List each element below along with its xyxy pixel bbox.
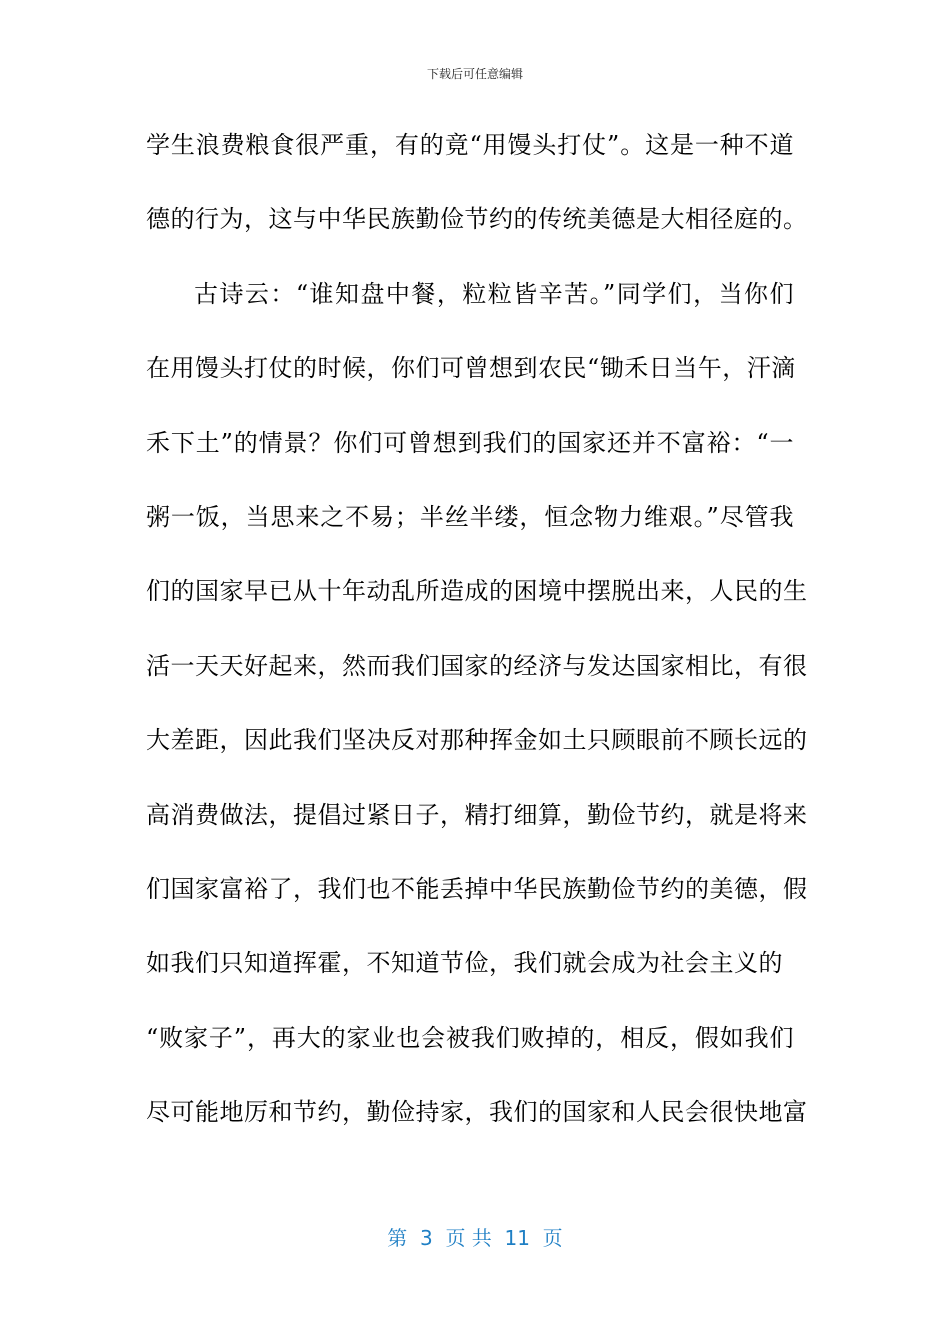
page-number-footer: 第 3 页 共 11 页: [387, 1226, 563, 1250]
text-line: 在用馒头打仗的时候，你们可曾想到农民“锄禾日当午，汗滴: [146, 354, 796, 383]
text-line: 高消费做法，提倡过紧日子，精打细算，勤俭节约，就是将来: [146, 800, 808, 829]
text-line: 古诗云：“谁知盘中餐，粒粒皆辛苦。”同学们，当你们: [194, 279, 794, 308]
text-line: “败家子”，再大的家业也会被我们败掉的，相反，假如我们: [146, 1023, 794, 1052]
text-line: 粥一饭，当思来之不易；半丝半缕，恒念物力维艰。”尽管我: [146, 502, 794, 531]
text-line: 如我们只知道挥霍，不知道节俭，我们就会成为社会主义的: [146, 949, 783, 978]
text-line: 们国家富裕了，我们也不能丢掉中华民族勤俭节约的美德，假: [146, 874, 808, 903]
text-line: 活一天天好起来，然而我们国家的经济与发达国家相比，有很: [146, 651, 808, 680]
text-line: 学生浪费粮食很严重，有的竟“用馒头打仗”。这是一种不道: [146, 131, 794, 159]
document-body: [146, 108, 808, 1149]
text-line: 们的国家早已从十年动乱所造成的困境中摆脱出来，人民的生: [146, 577, 808, 606]
text-line: 大差距，因此我们坚决反对那种挥金如土只顾眼前不顾长远的: [146, 726, 808, 755]
text-line: 尽可能地厉和节约，勤俭持家，我们的国家和人民会很快地富: [146, 1098, 808, 1127]
text-line: 德的行为，这与中华民族勤俭节约的传统美德是大相径庭的。: [146, 205, 808, 234]
document-header-note: 下载后可任意编辑: [426, 67, 523, 81]
text-line: 禾下土”的情景？你们可曾想到我们的国家还并不富裕：“一: [146, 428, 794, 457]
